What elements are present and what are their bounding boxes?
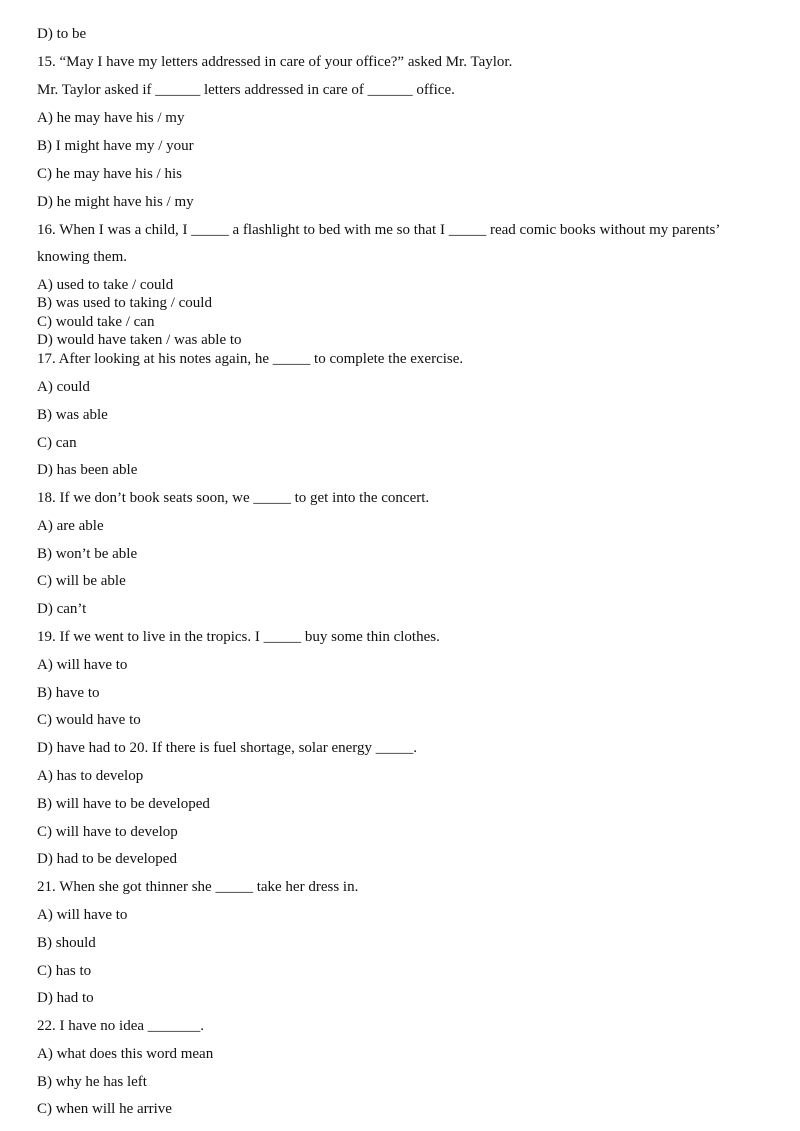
option-c-q19: C) would have to [37, 712, 141, 728]
option-c-q16: C) would take / can [37, 314, 155, 330]
option-b-q20: B) will have to be developed [37, 796, 210, 812]
option-b-q18: B) won’t be able [37, 546, 138, 562]
question-21: 21. When she got thinner she _____ take her dress in. [37, 879, 359, 895]
option-d-q15: D) he might have his / my [37, 194, 194, 210]
option-d-q21: D) had to [37, 990, 94, 1006]
option-b-q21: B) should [37, 935, 96, 951]
option-c-q18: C) will be able [37, 573, 126, 589]
option-c-q15: C) he may have his / his [37, 166, 182, 182]
option-b-q17: B) was able [37, 407, 108, 423]
question-19: 19. If we went to live in the tropics. I _____ buy some thin clothes. [37, 629, 440, 645]
question-18: 18. If we don’t book seats soon, we _____ to get into the concert. [37, 490, 430, 506]
option-d-q17: D) has been able [37, 462, 138, 478]
option-a-q21: A) will have to [37, 907, 128, 923]
question-17: 17. After looking at his notes again, he _____ to complete the exercise. [37, 351, 464, 367]
question-16-continued: knowing them. [37, 249, 127, 265]
option-d-q14: D) to be [37, 26, 87, 42]
option-b-q19: B) have to [37, 685, 100, 701]
option-a-q19: A) will have to [37, 657, 128, 673]
option-c-q17: C) can [37, 435, 77, 451]
option-c-q22: C) when will he arrive [37, 1101, 172, 1117]
option-d-q20: D) had to be developed [37, 851, 177, 867]
option-c-q20: C) will have to develop [37, 824, 178, 840]
question-15: 15. “May I have my letters addressed in care of your office?” asked Mr. Taylor. [37, 54, 513, 70]
question-16: 16. When I was a child, I _____ a flashlight to bed with me so that I _____ read comic books without my parents’ [37, 222, 721, 238]
option-a-q20: A) has to develop [37, 768, 144, 784]
option-c-q21: C) has to [37, 963, 92, 979]
option-a-q22: A) what does this word mean [37, 1046, 214, 1062]
option-a-q16: A) used to take / could [37, 277, 174, 293]
option-b-q16: B) was used to taking / could [37, 295, 212, 311]
question-15-prompt: Mr. Taylor asked if ______ letters addressed in care of ______ office. [37, 82, 455, 98]
question-22: 22. I have no idea _______. [37, 1018, 205, 1034]
option-a-q17: A) could [37, 379, 90, 395]
option-d-q18: D) can’t [37, 601, 87, 617]
option-b-q22: B) why he has left [37, 1074, 147, 1090]
option-a-q18: A) are able [37, 518, 104, 534]
option-d-q19-and-question-20: D) have had to 20. If there is fuel shortage, solar energy _____. [37, 740, 418, 756]
option-b-q15: B) I might have my / your [37, 138, 194, 154]
option-a-q15: A) he may have his / my [37, 110, 185, 126]
option-d-q16: D) would have taken / was able to [37, 332, 242, 348]
